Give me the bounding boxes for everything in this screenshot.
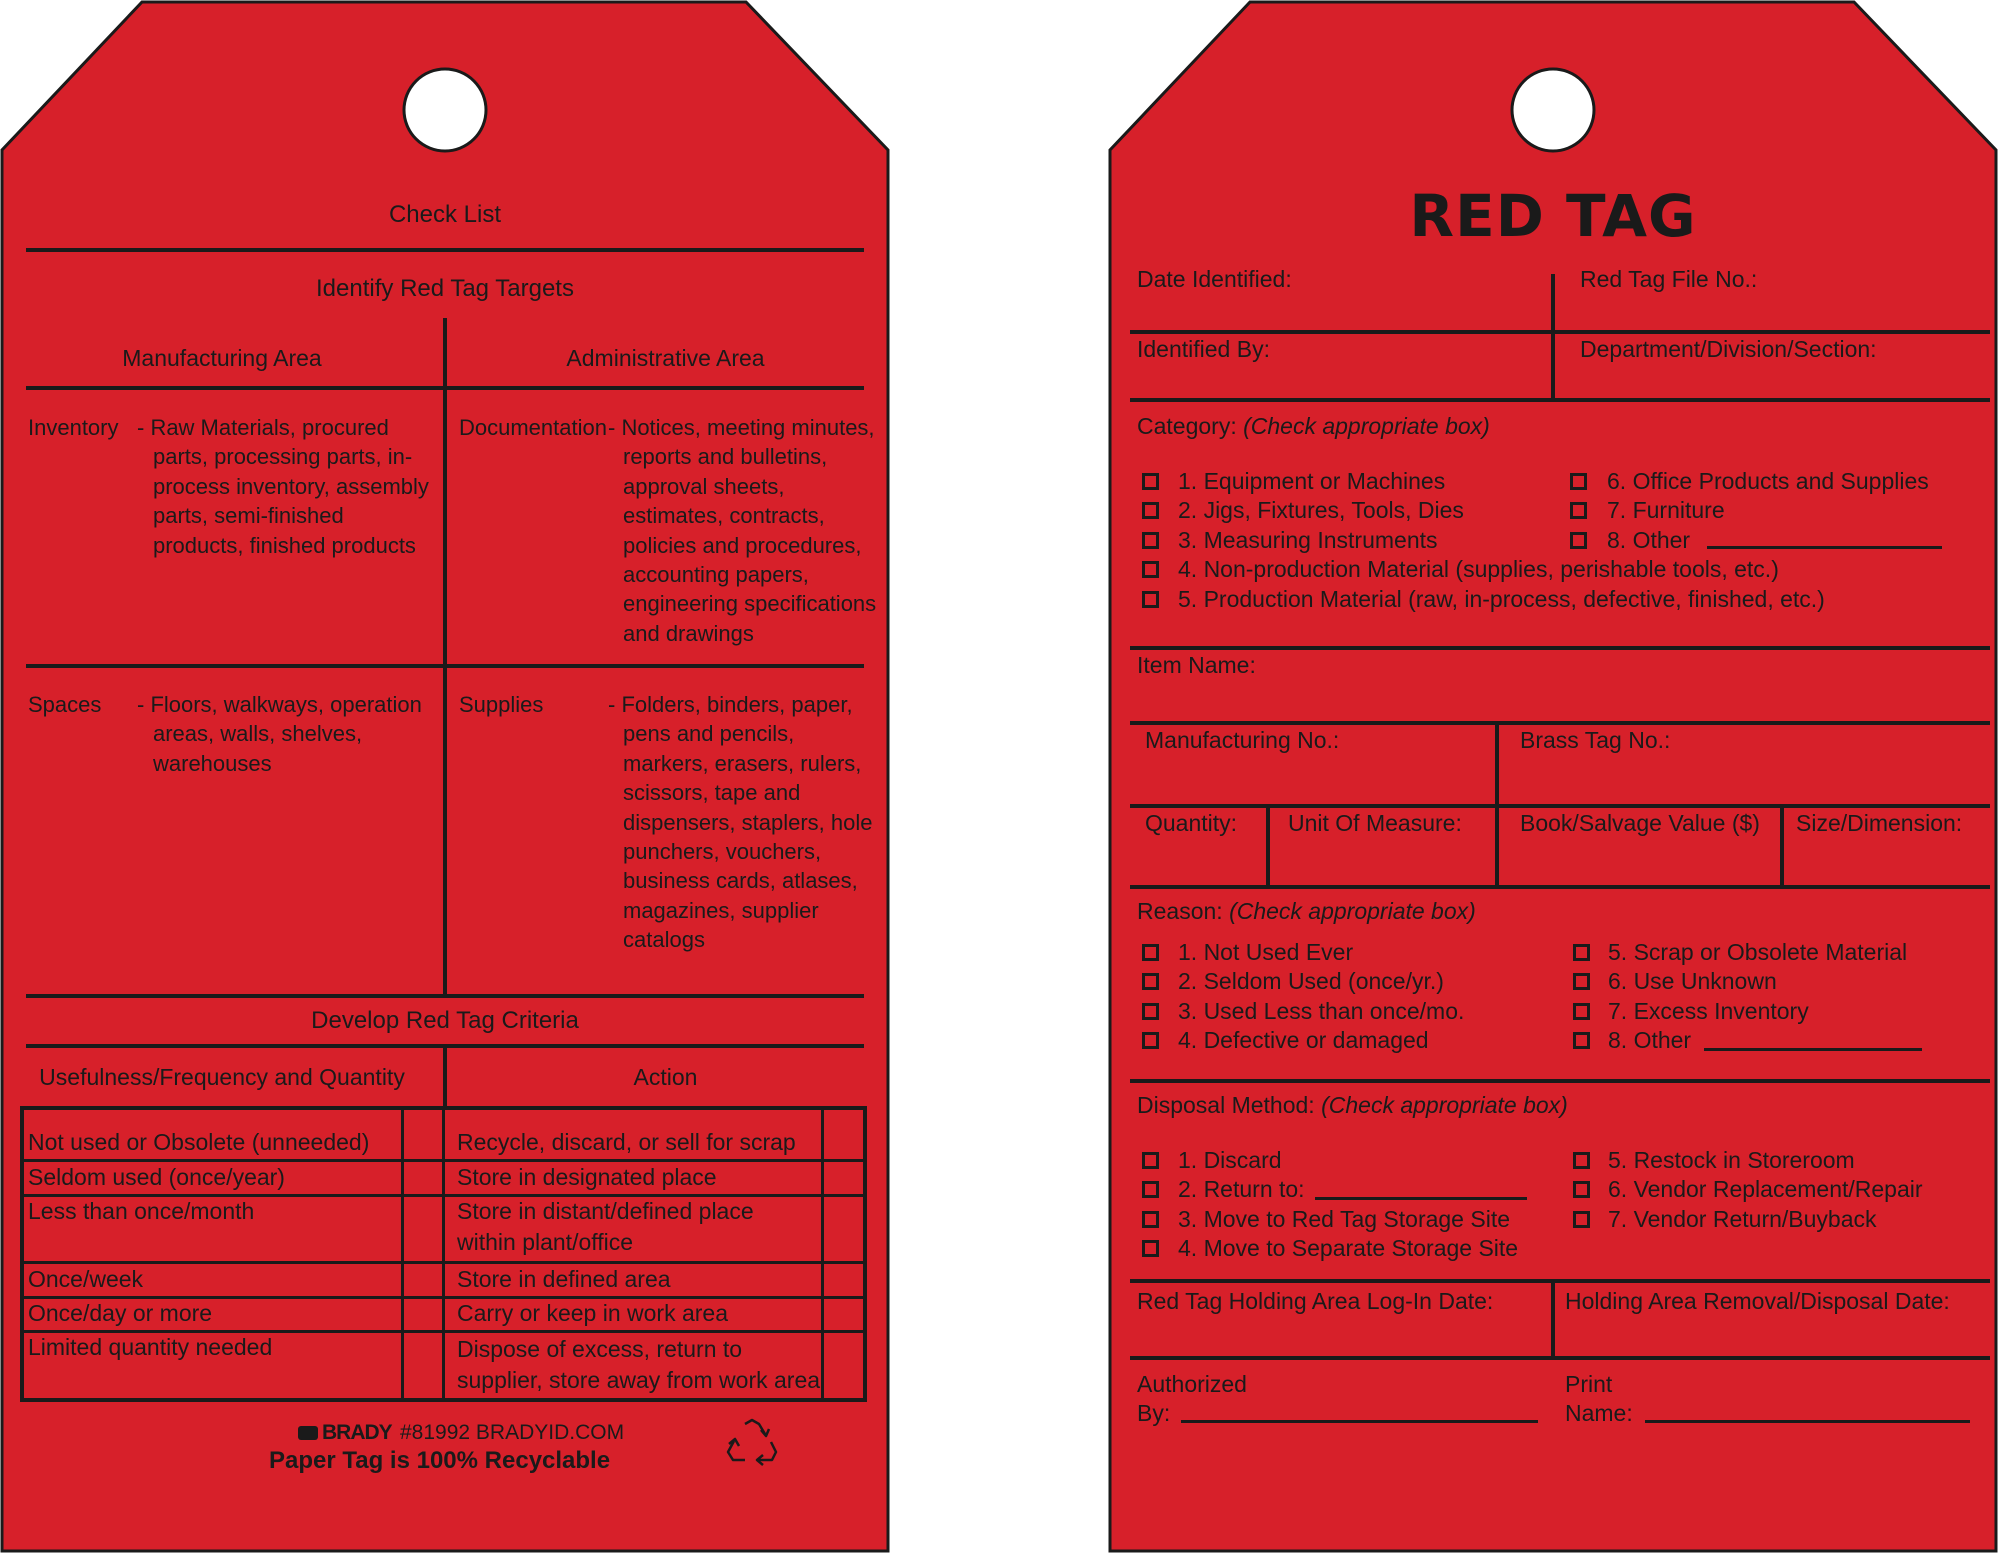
table-row: Recycle, discard, or sell for scrap <box>457 1129 796 1155</box>
reason-option: 5. Scrap or Obsolete Material <box>1608 939 1908 965</box>
recycle-icon <box>725 1418 779 1470</box>
other-reason-field[interactable] <box>1704 1048 1922 1051</box>
reason-option: 4. Defective or damaged <box>1178 1027 1429 1053</box>
disposal-checkbox[interactable] <box>1142 1240 1159 1257</box>
authorized-label: Authorized <box>1137 1371 1247 1397</box>
table-row: Store in defined area <box>457 1266 671 1292</box>
identified-by-label: Identified By: <box>1137 336 1270 362</box>
recyclable-note: Paper Tag is 100% Recyclable <box>269 1447 611 1474</box>
table-row: Store in distant/defined place <box>457 1198 754 1224</box>
column-divider <box>443 318 447 996</box>
checklist-title: Check List <box>388 201 502 228</box>
divider <box>1130 398 1990 402</box>
category-option: 3. Measuring Instruments <box>1178 527 1438 553</box>
brass-tag-no-label: Brass Tag No.: <box>1520 727 1671 753</box>
category-option: 5. Production Material (raw, in-process, defective, finished, etc.) <box>1178 586 1825 612</box>
reason-checkbox[interactable] <box>1573 1032 1590 1049</box>
disposal-checkbox[interactable] <box>1573 1152 1590 1169</box>
disposal-option: 6. Vendor Replacement/Repair <box>1608 1176 1923 1202</box>
documentation-description: - Notices, meeting minutes, reports and bulletins, approval sheets, estimates, contracts, policies and procedures, accounting papers, engineering specifications and drawings <box>608 415 877 646</box>
category-checkbox[interactable] <box>1142 561 1159 578</box>
authorized-by-label: By: <box>1137 1400 1171 1426</box>
product-code: #81992 BRADYID.COM <box>400 1421 625 1444</box>
divider <box>1130 1356 1990 1360</box>
category-option: 2. Jigs, Fixtures, Tools, Dies <box>1178 497 1464 523</box>
reason-option: 8. Other <box>1608 1027 1692 1053</box>
quantity-label: Quantity: <box>1145 810 1238 836</box>
print-label: Print <box>1565 1371 1613 1397</box>
divider <box>26 386 864 390</box>
table-row: Not used or Obsolete (unneeded) <box>28 1129 370 1155</box>
supplies-label: Supplies <box>459 692 544 717</box>
category-option: 6. Office Products and Supplies <box>1607 468 1929 494</box>
divider <box>26 994 864 998</box>
category-checkbox[interactable] <box>1570 502 1587 519</box>
category-checkbox[interactable] <box>1570 532 1587 549</box>
table-row: Limited quantity needed <box>28 1334 273 1360</box>
supplies-description: - Folders, binders, paper, pens and pencils, markers, erasers, rulers, scissors, tape and dispensers, staplers, hole punchers, vouchers, business cards, atlases, magazines, supplier catalogs <box>608 692 873 953</box>
print-name-field[interactable] <box>1645 1420 1970 1423</box>
removal-date-label: Holding Area Removal/Disposal Date: <box>1565 1288 1950 1314</box>
disposal-option: 1. Discard <box>1178 1147 1282 1173</box>
disposal-checkbox[interactable] <box>1142 1152 1159 1169</box>
item-name-label: Item Name: <box>1137 652 1256 678</box>
criteria-table <box>20 1106 867 1402</box>
reason-checkbox[interactable] <box>1573 944 1590 961</box>
print-name-label: Name: <box>1565 1400 1633 1426</box>
table-row: Less than once/month <box>28 1198 255 1224</box>
log-in-date-label: Red Tag Holding Area Log-In Date: <box>1137 1288 1494 1314</box>
authorized-by-field[interactable] <box>1181 1420 1538 1423</box>
disposal-option: 7. Vendor Return/Buyback <box>1608 1206 1877 1232</box>
table-row: within plant/office <box>457 1229 634 1255</box>
reason-checkbox[interactable] <box>1573 1003 1590 1020</box>
checklist-tag <box>0 0 890 1553</box>
divider <box>1130 804 1990 808</box>
size-dimension-label: Size/Dimension: <box>1796 810 1963 836</box>
disposal-method-label: Disposal Method: (Check appropriate box) <box>1137 1092 1568 1118</box>
divider <box>26 248 864 252</box>
disposal-checkbox[interactable] <box>1573 1181 1590 1198</box>
category-label: Category: (Check appropriate box) <box>1137 413 1490 439</box>
table-row: Dispose of excess, return to <box>457 1336 743 1362</box>
reason-option: 6. Use Unknown <box>1608 968 1777 994</box>
disposal-option: 5. Restock in Storeroom <box>1608 1147 1855 1173</box>
administrative-area-heading: Administrative Area <box>566 345 765 371</box>
table-row: Carry or keep in work area <box>457 1300 728 1326</box>
inventory-label: Inventory <box>28 415 119 440</box>
divider <box>1130 1079 1990 1083</box>
table-row: Store in designated place <box>457 1164 717 1190</box>
file-no-label: Red Tag File No.: <box>1580 266 1758 292</box>
other-category-field[interactable] <box>1707 546 1942 549</box>
manufacturing-no-label: Manufacturing No.: <box>1145 727 1340 753</box>
criteria-heading: Develop Red Tag Criteria <box>311 1007 579 1034</box>
category-checkbox[interactable] <box>1142 473 1159 490</box>
reason-label: Reason: (Check appropriate box) <box>1137 898 1476 924</box>
table-row: Seldom used (once/year) <box>28 1164 285 1190</box>
reason-checkbox[interactable] <box>1573 973 1590 990</box>
unit-of-measure-label: Unit Of Measure: <box>1288 810 1462 836</box>
red-tag-form <box>1108 0 1998 1553</box>
reason-checkbox[interactable] <box>1142 944 1159 961</box>
category-checkbox[interactable] <box>1142 532 1159 549</box>
divider <box>1130 885 1990 889</box>
table-row: supplier, store away from work area <box>457 1367 821 1393</box>
date-identified-label: Date Identified: <box>1137 266 1292 292</box>
table-row: Once/day or more <box>28 1300 213 1326</box>
brady-brand: BRADY <box>322 1421 392 1444</box>
reason-option: 1. Not Used Ever <box>1178 939 1354 965</box>
book-value-label: Book/Salvage Value ($) <box>1520 810 1760 836</box>
disposal-option: 3. Move to Red Tag Storage Site <box>1178 1206 1510 1232</box>
disposal-option: 2. Return to: <box>1178 1176 1305 1202</box>
divider <box>1130 330 1990 334</box>
usefulness-heading: Usefulness/Frequency and Quantity <box>39 1064 405 1090</box>
category-option: 7. Furniture <box>1607 497 1725 523</box>
reason-checkbox[interactable] <box>1142 1032 1159 1049</box>
manufacturing-area-heading: Manufacturing Area <box>122 345 322 371</box>
category-checkbox[interactable] <box>1570 473 1587 490</box>
department-label: Department/Division/Section: <box>1580 336 1877 362</box>
spaces-label: Spaces <box>28 692 102 717</box>
reason-option: 7. Excess Inventory <box>1608 998 1809 1024</box>
return-to-field[interactable] <box>1315 1197 1527 1200</box>
disposal-checkbox[interactable] <box>1142 1211 1159 1228</box>
disposal-option: 4. Move to Separate Storage Site <box>1178 1235 1519 1261</box>
reason-option: 3. Used Less than once/mo. <box>1178 998 1465 1024</box>
category-option: 4. Non-production Material (supplies, perishable tools, etc.) <box>1178 556 1779 582</box>
brady-logo-icon <box>298 1426 318 1440</box>
identify-heading: Identify Red Tag Targets <box>316 275 574 302</box>
reason-checkbox[interactable] <box>1142 973 1159 990</box>
spaces-description: - Floors, walkways, operation areas, walls, shelves, warehouses <box>137 692 422 776</box>
category-option: 1. Equipment or Machines <box>1178 468 1446 494</box>
action-heading: Action <box>633 1064 698 1090</box>
divider <box>26 664 864 668</box>
table-row: Once/week <box>28 1266 144 1292</box>
category-checkbox[interactable] <box>1142 591 1159 608</box>
disposal-checkbox[interactable] <box>1142 1181 1159 1198</box>
red-tag-title: RED TAG <box>1409 182 1697 250</box>
category-checkbox[interactable] <box>1142 502 1159 519</box>
category-option: 8. Other <box>1607 527 1691 553</box>
disposal-checkbox[interactable] <box>1573 1211 1590 1228</box>
divider <box>1130 646 1990 650</box>
reason-option: 2. Seldom Used (once/yr.) <box>1178 968 1444 994</box>
divider <box>1130 1279 1990 1283</box>
documentation-label: Documentation <box>459 415 607 440</box>
inventory-description: - Raw Materials, procured parts, processing parts, in- process inventory, assembly parts, semi-finished products, finished products <box>137 415 429 558</box>
divider <box>1130 721 1990 725</box>
reason-checkbox[interactable] <box>1142 1003 1159 1020</box>
